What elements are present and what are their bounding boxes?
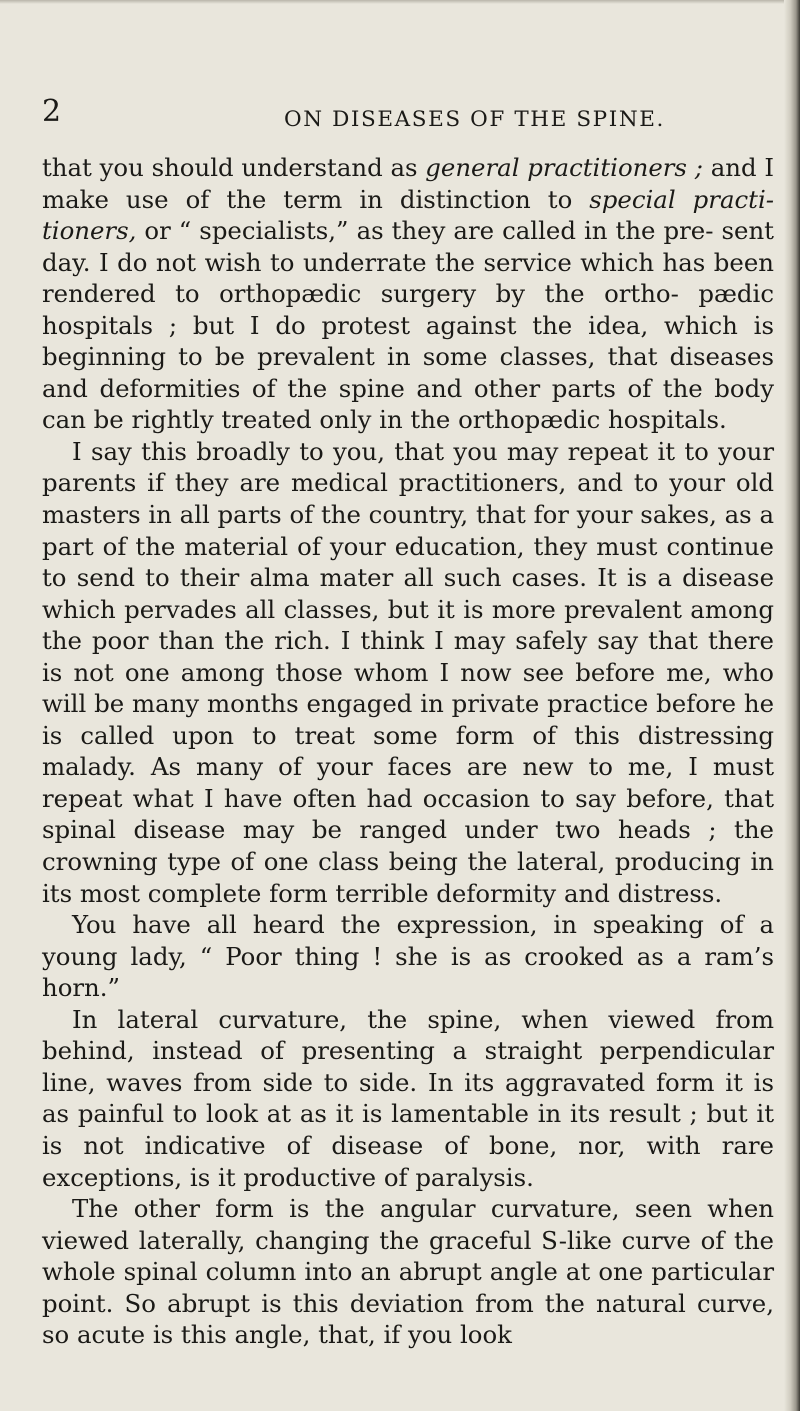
paragraph xyxy=(42,436,774,909)
italic-text-run: special practi- tioners, xyxy=(42,184,774,246)
text-run: The other form is the angular curvature, seen when viewed laterally, changing the graceful S-like curve of the whole spinal column into an abrupt angle at one particular point. So abrupt is this deviation from the natural curve, so acute is this angle, that, if you look xyxy=(42,1194,774,1350)
text-run: or “ specialists,” as they are called in the pre- sent day. I do not wish to underrate the service which has been rendered to orthopædic surgery by the ortho- pædic hospitals ; but I do protest against the idea, which is beginning to be prevalent in some classes, that diseases and deformities of the spine and other parts of the body can be rightly treated only in the orthopædic hospitals. xyxy=(42,216,774,435)
paragraph xyxy=(42,909,774,1004)
paragraph xyxy=(42,1004,774,1193)
paragraph xyxy=(42,152,774,436)
italic-text-run: general practitioners ; xyxy=(425,153,703,182)
text-run: I say this broadly to you, that you may repeat it to your parents if they are medical practitioners, and to your old masters in all parts of the country, that for your sakes, as a part of the material of your education, they must continue to send to their alma mater all such cases. It is a disease which pervades all classes, but it is more prevalent among the poor than the rich. I think I may safely say that there is not one among those whom I now see before me, who will be many months engaged in private practice before he is called upon to treat some form of this distressing malady. As many of your faces are new to me, I must repeat what I have often had occasion to say before, that spinal disease may be ranged under two heads ; the crowning type of one class being the lateral, producing in its most complete form terrible deformity and distress. xyxy=(42,436,774,908)
text-run: In lateral curvature, the spine, when viewed from behind, instead of presenting a straight perpendicular line, waves from side to side. In its aggravated form it is as painful to look at as it is lamentable in its result ; but it is not indicative of disease of bone, nor, with rare exceptions, is it productive of paralysis. xyxy=(42,1004,774,1192)
text-run: You have all heard the expression, in speaking of a young lady, “ Poor thing ! she is as crooked as a ram’s horn.” xyxy=(42,910,774,1003)
page-top-shadow xyxy=(0,0,800,4)
running-head-title: ON DISEASES OF THE SPINE. xyxy=(284,107,665,132)
text-run: and I make use of the term in distinction to xyxy=(42,153,774,214)
running-head xyxy=(0,94,800,140)
body-text xyxy=(42,152,774,1351)
page-edge-shadow xyxy=(784,0,800,1411)
text-run: that you should understand as xyxy=(42,153,426,182)
page-number: 2 xyxy=(42,94,63,129)
paragraph xyxy=(42,1193,774,1351)
